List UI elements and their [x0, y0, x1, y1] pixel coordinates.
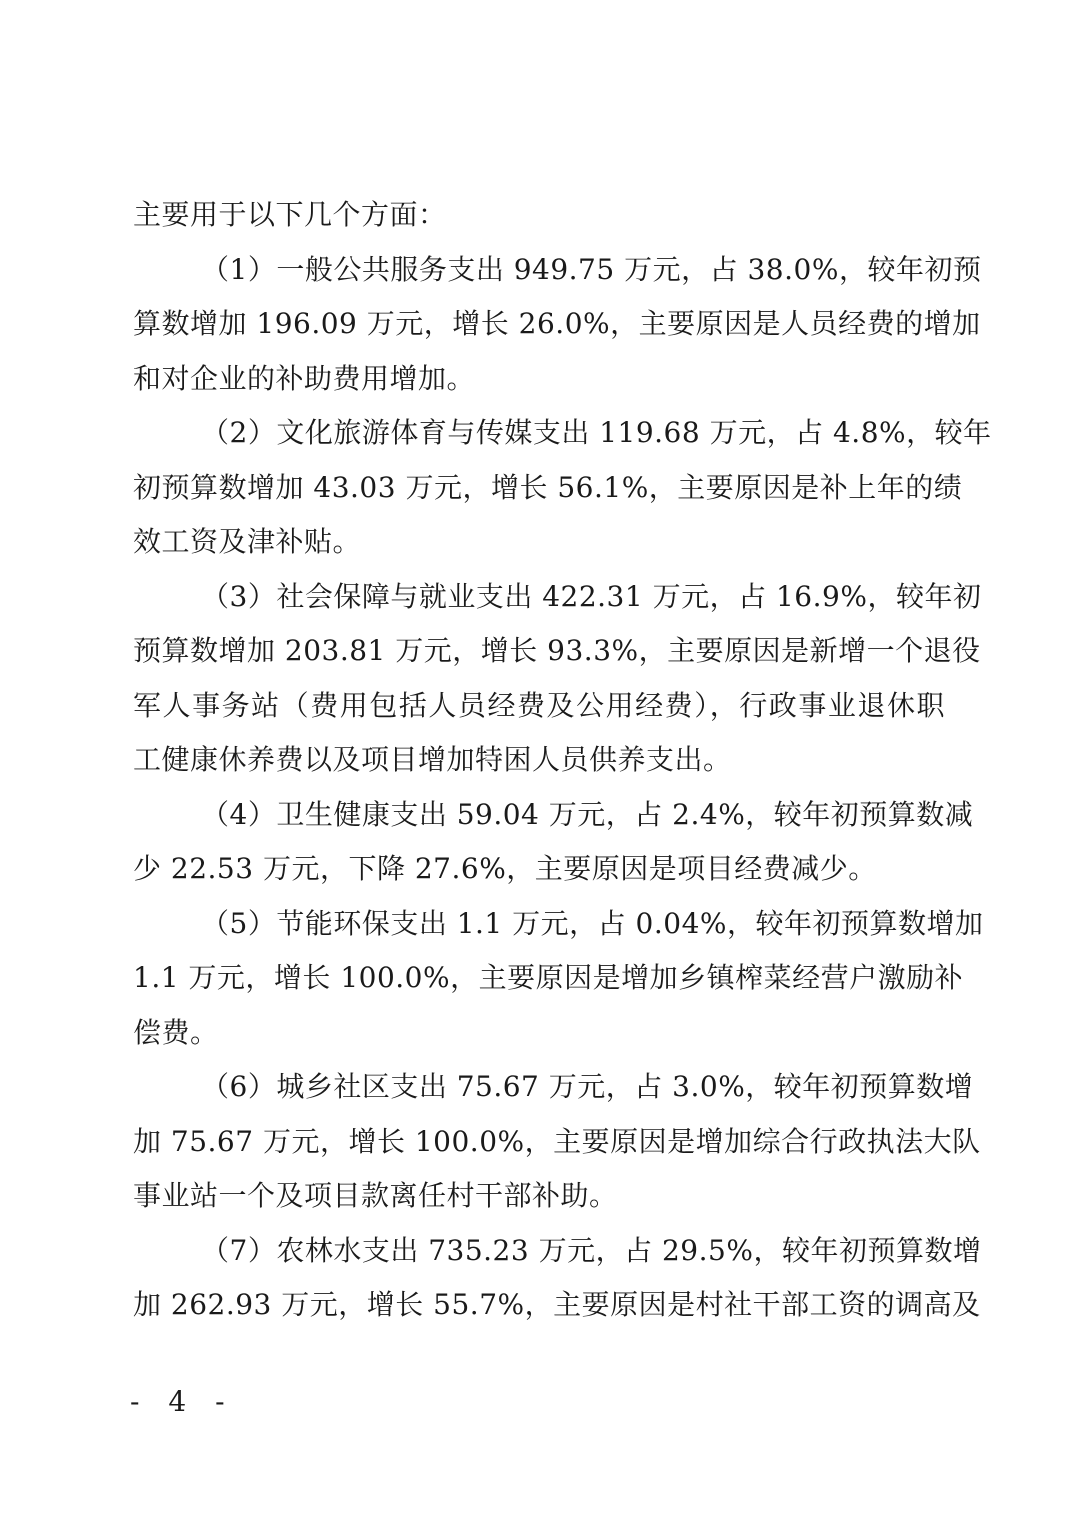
- page-number: - 4 -: [130, 1385, 235, 1418]
- paragraph-7-line-1: （7）农林水支出 735.23 万元，占 29.5%，较年初预算数增: [201, 1233, 982, 1267]
- paragraph-3-line-2: 预算数增加 203.81 万元，增长 93.3%，主要原因是新增一个退役: [133, 634, 981, 667]
- paragraph-3-line-3: 军人事务站（费用包括人员经费及公用经费），行政事业退休职: [133, 688, 945, 722]
- intro-line: 主要用于以下几个方面：: [133, 198, 447, 231]
- paragraph-1-line-2: 算数增加 196.09 万元，增长 26.0%，主要原因是人员经费的增加: [133, 307, 981, 340]
- paragraph-6-line-1: （6）城乡社区支出 75.67 万元，占 3.0%，较年初预算数增: [201, 1070, 974, 1103]
- paragraph-3-line-4: 工健康休养费以及项目增加特困人员供养支出。: [133, 743, 732, 776]
- paragraph-5-line-2: 1.1 万元，增长 100.0%，主要原因是增加乡镇榨菜经营户激励补: [133, 961, 964, 994]
- paragraph-3-line-1: （3）社会保障与就业支出 422.31 万元，占 16.9%，较年初: [201, 579, 982, 613]
- paragraph-2-line-3: 效工资及津补贴。: [133, 525, 362, 558]
- paragraph-2-line-1: （2）文化旅游体育与传媒支出 119.68 万元，占 4.8%，较年: [201, 416, 992, 449]
- paragraph-1-line-3: 和对企业的补助费用增加。: [133, 361, 476, 395]
- paragraph-4-line-2: 少 22.53 万元，下降 27.6%，主要原因是项目经费减少。: [133, 852, 877, 885]
- paragraph-5-line-1: （5）节能环保支出 1.1 万元，占 0.04%，较年初预算数增加: [201, 906, 984, 940]
- paragraph-2-line-2: 初预算数增加 43.03 万元，增长 56.1%，主要原因是补上年的绩: [133, 470, 963, 504]
- paragraph-5-line-3: 偿费。: [133, 1015, 219, 1049]
- paragraph-1-line-1: （1）一般公共服务支出 949.75 万元，占 38.0%，较年初预: [201, 252, 982, 286]
- body-text: [133, 188, 992, 1333]
- paragraph-4-line-1: （4）卫生健康支出 59.04 万元，占 2.4%，较年初预算数减: [201, 797, 974, 831]
- paragraph-6-line-2: 加 75.67 万元，增长 100.0%，主要原因是增加综合行政执法大队: [133, 1124, 981, 1158]
- paragraph-6-line-3: 事业站一个及项目款离任村干部补助。: [133, 1179, 618, 1212]
- paragraph-7-line-2: 加 262.93 万元，增长 55.7%，主要原因是村社干部工资的调高及: [133, 1288, 981, 1321]
